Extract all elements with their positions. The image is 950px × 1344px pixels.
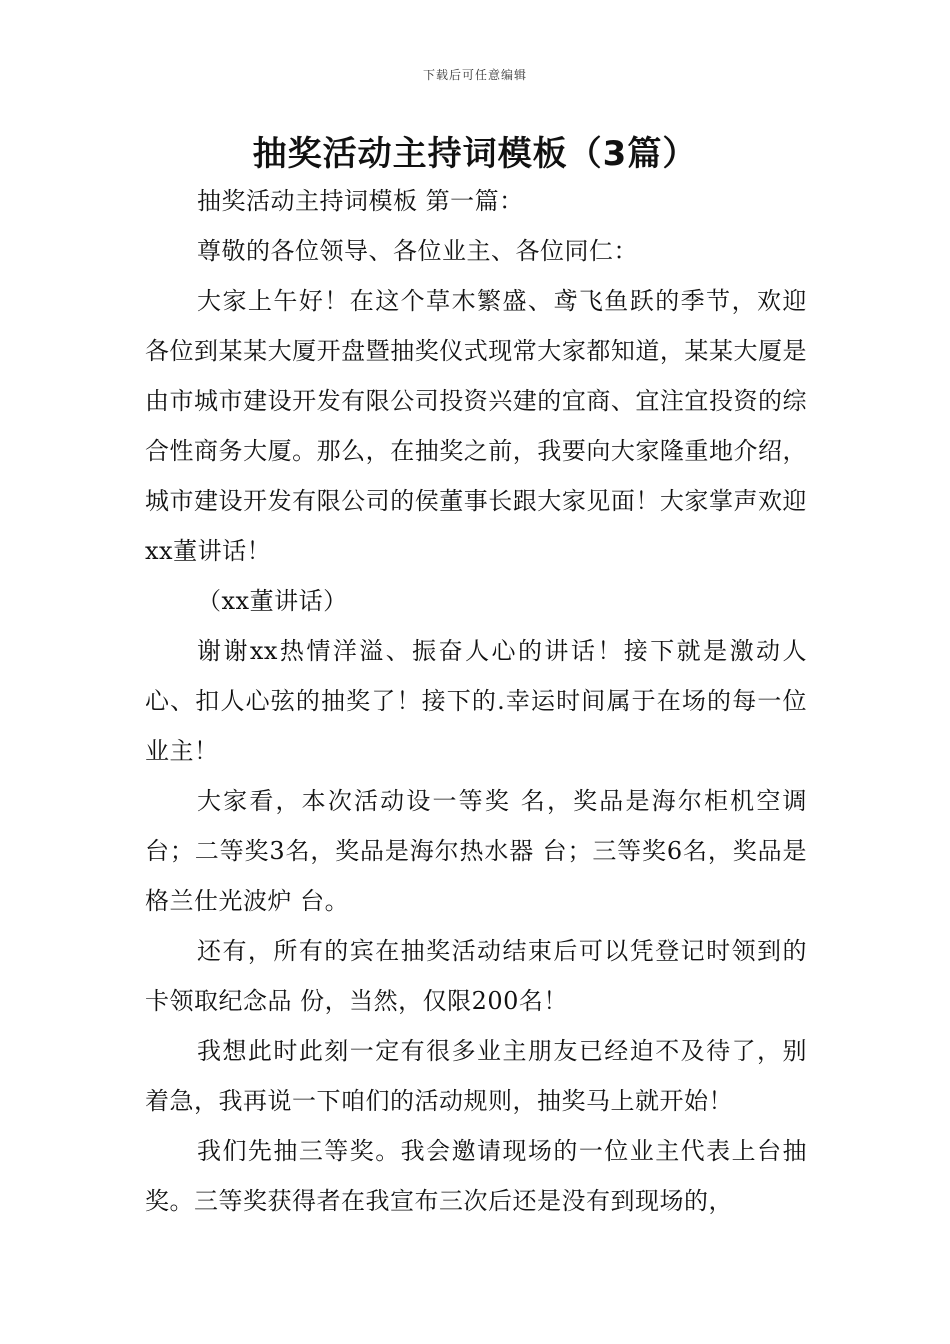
header-note: 下载后可任意编辑 bbox=[422, 68, 527, 82]
paragraph-subtitle: 抽奖活动主持词模板 第一篇： bbox=[197, 187, 524, 215]
paragraph-opening: 大家上午好！在这个草木繁盛、鸢飞鱼跃的季节，欢迎各位到某某大厦开盘暨抽奖仪式现常大家都知道，某某大厦是由市城市建设开发有限公司投资兴建的宜商、宜注宜投资的综合性商务大厦。那么，在抽奖之前，我要向大家隆重地介绍，城市建设开发有限公司的侯董事长跟大家见面！大家掌声欢迎xx董讲话！ bbox=[145, 287, 807, 565]
document-title: 抽奖活动主持词模板（3篇） bbox=[252, 134, 698, 174]
paragraph-salutation: 尊敬的各位领导、各位业主、各位同仁： bbox=[197, 237, 638, 265]
paragraph-rules: 我想此时此刻一定有很多业主朋友已经迫不及待了，别着急，我再说一下咱们的活动规则，抽奖马上就开始！ bbox=[145, 1037, 807, 1115]
paragraph-speech-note: （xx董讲话） bbox=[197, 587, 348, 615]
paragraph-souvenir: 还有，所有的宾在抽奖活动结束后可以凭登记时领到的卡领取纪念品 份，当然，仅限200名！ bbox=[145, 937, 807, 1015]
paragraph-prizes: 大家看，本次活动设一等奖 名，奖品是海尔柜机空调 台；二等奖3名，奖品是海尔热水器 台；三等奖6名，奖品是格兰仕光波炉 台。 bbox=[145, 787, 807, 915]
document-body bbox=[145, 176, 807, 1226]
paragraph-thanks: 谢谢xx热情洋溢、振奋人心的讲话！接下就是激动人心、扣人心弦的抽奖了！接下的.幸运时间属于在场的每一位业主！ bbox=[145, 637, 807, 765]
paragraph-third-prize: 我们先抽三等奖。我会邀请现场的一位业主代表上台抽奖。三等奖获得者在我宣布三次后还是没有到现场的， bbox=[145, 1137, 807, 1215]
